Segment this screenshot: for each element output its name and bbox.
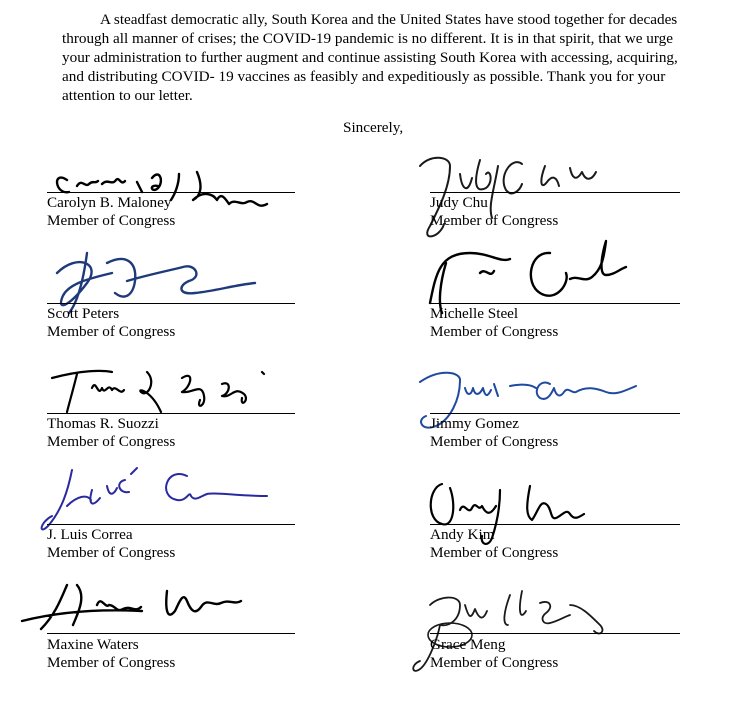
signatory-name: Grace Meng <box>430 636 506 653</box>
signature-block-kim <box>430 460 680 570</box>
signatory-role: Member of Congress <box>47 212 176 229</box>
signatory-role: Member of Congress <box>47 654 176 671</box>
signatory-name: Judy Chu <box>430 194 488 211</box>
signature-block-steel <box>430 243 680 348</box>
signatory-role: Member of Congress <box>430 544 559 561</box>
signatory-name: Thomas R. Suozzi <box>47 415 159 432</box>
signature-block-correa <box>47 460 297 570</box>
signatory-name: J. Luis Correa <box>47 526 133 543</box>
letter-body <box>62 10 690 105</box>
signatory-name: Andy Kim <box>430 526 495 543</box>
signatory-role: Member of Congress <box>430 212 559 229</box>
signature-block-meng <box>430 575 680 675</box>
signatory-name: Scott Peters <box>47 305 120 322</box>
signatory-name: Maxine Waters <box>47 636 139 653</box>
signature-block-waters <box>47 575 297 675</box>
signature-block-peters <box>47 243 297 348</box>
signatory-role: Member of Congress <box>430 654 559 671</box>
closing-salutation: Sincerely, <box>343 119 404 136</box>
signatory-name: Jimmy Gomez <box>430 415 520 432</box>
signature-block-gomez <box>430 358 680 458</box>
letter-body-text: A steadfast democratic ally, South Korea and the United States have stood together for decades through all manner of crises; the COVID-19 pandemic is no different. It is in that spirit, that we urge your administration to further augment and continue assisting South Korea with accessing, acquiring, and distributing COVID- 19 vaccines as feasibly and expeditiously as possible. Thank you for your attention to our letter. <box>62 11 678 104</box>
signatory-name: Carolyn B. Maloney <box>47 194 172 211</box>
signature-correa <box>37 460 277 530</box>
signature-block-suozzi <box>47 358 297 458</box>
signatory-role: Member of Congress <box>47 433 176 450</box>
signature-block-chu <box>430 150 680 235</box>
signature-waters <box>17 575 277 635</box>
signatory-role: Member of Congress <box>430 323 559 340</box>
signature-block-maloney <box>47 150 297 235</box>
signatory-role: Member of Congress <box>47 323 176 340</box>
signature-suozzi <box>47 358 287 418</box>
signatory-role: Member of Congress <box>430 433 559 450</box>
signatory-name: Michelle Steel <box>430 305 519 322</box>
signature-steel <box>410 233 660 313</box>
signatory-role: Member of Congress <box>47 544 176 561</box>
